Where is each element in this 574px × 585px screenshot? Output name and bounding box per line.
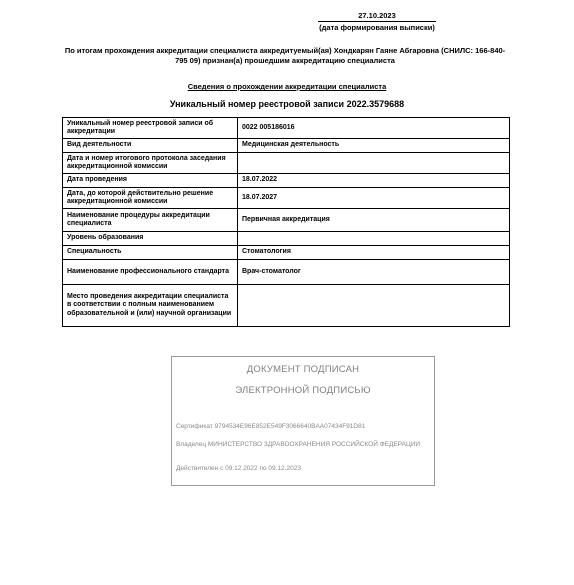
row-value xyxy=(238,232,510,246)
stamp-owner: Владелец МИНИСТЕРСТВО ЗДРАВООХРАНЕНИЯ РОССИЙСКОЙ ФЕДЕРАЦИИ xyxy=(176,441,421,448)
row-label: Дата, до которой действительно решение аккредитационной комиссии xyxy=(63,188,238,209)
row-value: 18.07.2027 xyxy=(238,188,510,209)
table-row xyxy=(63,246,510,260)
row-value: Врач-стоматолог xyxy=(238,260,510,285)
table-row xyxy=(63,118,510,139)
row-value: 0022 005186016 xyxy=(238,118,510,139)
table-row xyxy=(63,232,510,246)
stamp-certificate: Сертификат 9794534E96E852E549F3066640BAA07434F91D81 xyxy=(176,423,366,430)
record-number-title: Уникальный номер реестровой записи 2022.3579688 xyxy=(169,99,405,109)
row-label: Уникальный номер реестровой записи об аккредитации xyxy=(63,118,238,139)
stamp-title-signed: ДОКУМЕНТ ПОДПИСАН xyxy=(246,364,360,375)
row-value: Первичная аккредитация xyxy=(238,209,510,232)
stamp-title-electronic: ЭЛЕКТРОННОЙ ПОДПИСЬЮ xyxy=(235,385,371,396)
row-value: Медицинская деятельность xyxy=(238,139,510,153)
electronic-signature-stamp xyxy=(171,356,435,486)
table-row xyxy=(63,260,510,285)
row-value: Стоматология xyxy=(238,246,510,260)
row-label: Уровень образования xyxy=(63,232,238,246)
row-value xyxy=(238,153,510,174)
table-row xyxy=(63,209,510,232)
accreditation-result-text: По итогам прохождения аккредитации специалиста аккредитуемый(ая) Хондкарян Гаяне Абгаровна (СНИЛС: 166-840-795 09) признан(а) прошедшим аккредитацию специалиста xyxy=(64,46,506,65)
row-label: Специальность xyxy=(63,246,238,260)
statement-date-caption: (дата формирования выписки) xyxy=(319,23,435,32)
section-title: Сведения о прохождении аккредитации специалиста xyxy=(187,82,387,91)
statement-date-block xyxy=(318,11,436,32)
table-row xyxy=(63,285,510,327)
row-label: Дата проведения xyxy=(63,174,238,188)
row-label: Дата и номер итогового протокола заседания аккредитационной комиссии xyxy=(63,153,238,174)
table-row xyxy=(63,174,510,188)
table-row xyxy=(63,139,510,153)
row-label: Место проведения аккредитации специалиста в соответствии с полным наименованием образовательной и (или) научной организации xyxy=(63,285,238,327)
row-label: Наименование профессионального стандарта xyxy=(63,260,238,285)
row-label: Наименование процедуры аккредитации специалиста xyxy=(63,209,238,232)
table-row xyxy=(63,188,510,209)
accreditation-info-table xyxy=(62,117,510,327)
row-value: 18.07.2022 xyxy=(238,174,510,188)
statement-date: 27.10.2023 xyxy=(318,11,436,22)
row-value xyxy=(238,285,510,327)
stamp-validity: Действителен с 09.12.2022 по 09.12.2023 xyxy=(176,465,301,472)
table-row xyxy=(63,153,510,174)
row-label: Вид деятельности xyxy=(63,139,238,153)
